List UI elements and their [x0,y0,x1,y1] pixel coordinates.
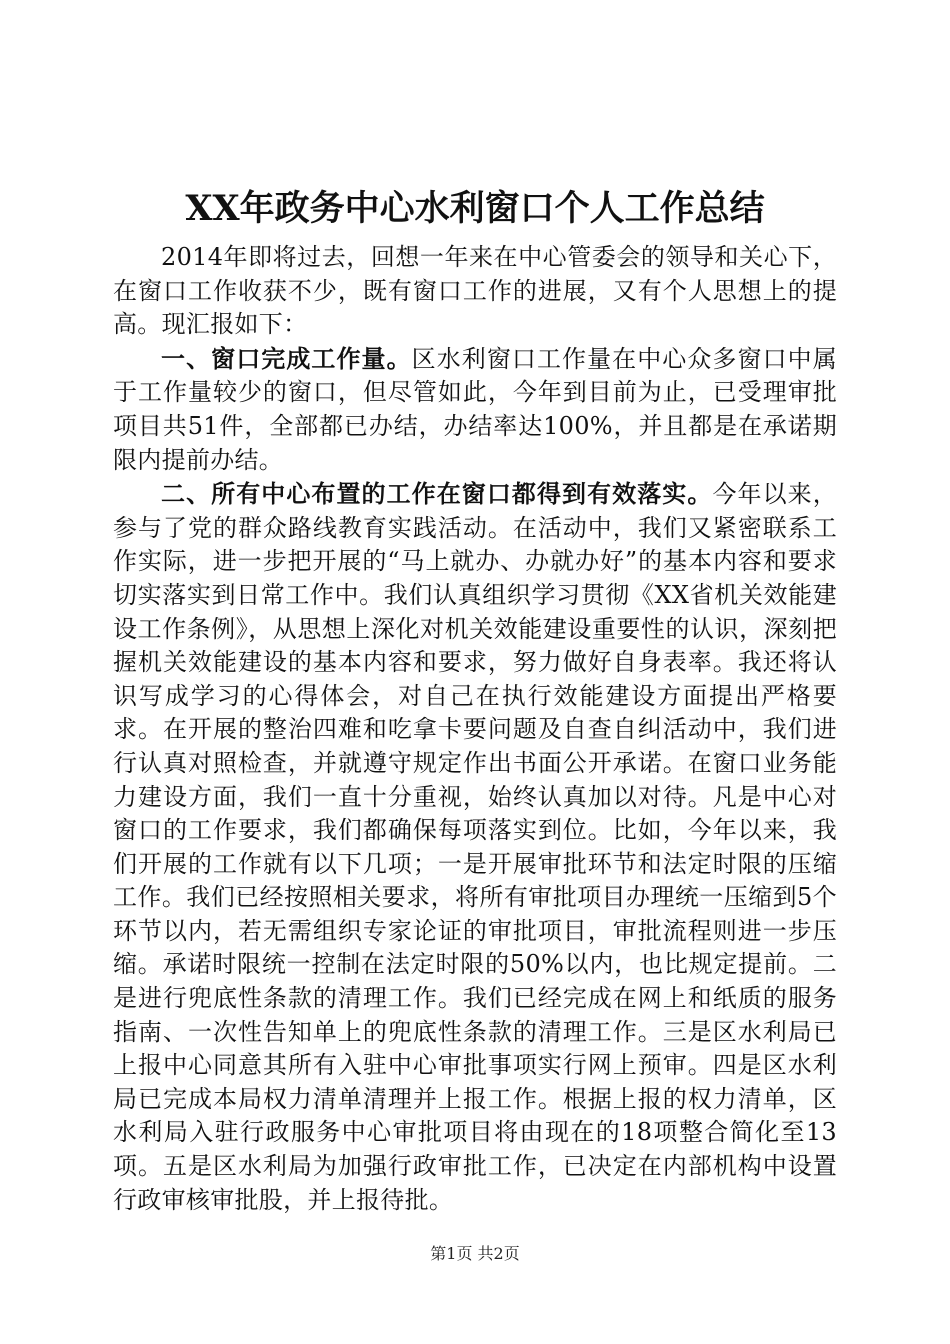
paragraph-text: 今年以来，参与了党的群众路线教育实践活动。在活动中，我们又紧密联系工作实际，进一步把开展的“马上就办、办就办好”的基本内容和要求切实落实到日常工作中。我们认真组织学习贯彻《XX省机关效能建设工作条例》，从思想上深化对机关效能建设重要性的认识，深刻把握机关效能建设的基本内容和要求，努力做好自身表率。我还将认识写成学习的心得体会，对自己在执行效能建设方面提出严格要求。在开展的整治四难和吃拿卡要问题及自查自纠活动中，我们进行认真对照检查，并就遵守规定作出书面公开承诺。在窗口业务能力建设方面，我们一直十分重视，始终认真加以对待。凡是中心对窗口的工作要求，我们都确保每项落实到位。比如，今年以来，我们开展的工作就有以下几项；一是开展审批环节和法定时限的压缩工作。我们已经按照相关要求，将所有审批项目办理统一压缩到5个环节以内，若无需组织专家论证的审批项目，审批流程则进一步压缩。承诺时限统一控制在法定时限的50%以内，也比规定提前。二是进行兜底性条款的清理工作。我们已经完成在网上和纸质的服务指南、一次性告知单上的兜底性条款的清理工作。三是区水利局已上报中心同意其所有入驻中心审批事项实行网上预审。四是区水利局已完成本局权力清单清理并上报工作。根据上报的权力清单，区水利局入驻行政服务中心审批项目将由现在的18项整合简化至13项。五是区水利局为加强行政审批工作，已决定在内部机构中设置行政审核审批股，并上报待批。 [113,480,837,1214]
paragraph-lead: 一、窗口完成工作量。 [161,343,412,373]
page-footer: 第1页 共2页 [430,1244,520,1263]
document-title: XX年政务中心水利窗口个人工作总结 [185,188,765,229]
paragraph-intro [113,240,837,342]
paragraph-workload [113,342,837,477]
paragraph-text: 2014年即将过去，回想一年来在中心管委会的领导和关心下，在窗口工作收获不少，既有窗口工作的进展，又有个人思想上的提高。现汇报如下： [113,243,837,339]
document-body [113,240,837,1217]
paragraph-lead: 二、所有中心布置的工作在窗口都得到有效落实。 [161,479,713,509]
paragraph-implementation [113,477,837,1217]
paragraph-text: 区水利窗口工作量在中心众多窗口中属于工作量较少的窗口，但尽管如此，今年到目前为止，已受理审批项目共51件，全部都已办结，办结率达100%，并且都是在承诺期限内提前办结。 [113,344,837,474]
